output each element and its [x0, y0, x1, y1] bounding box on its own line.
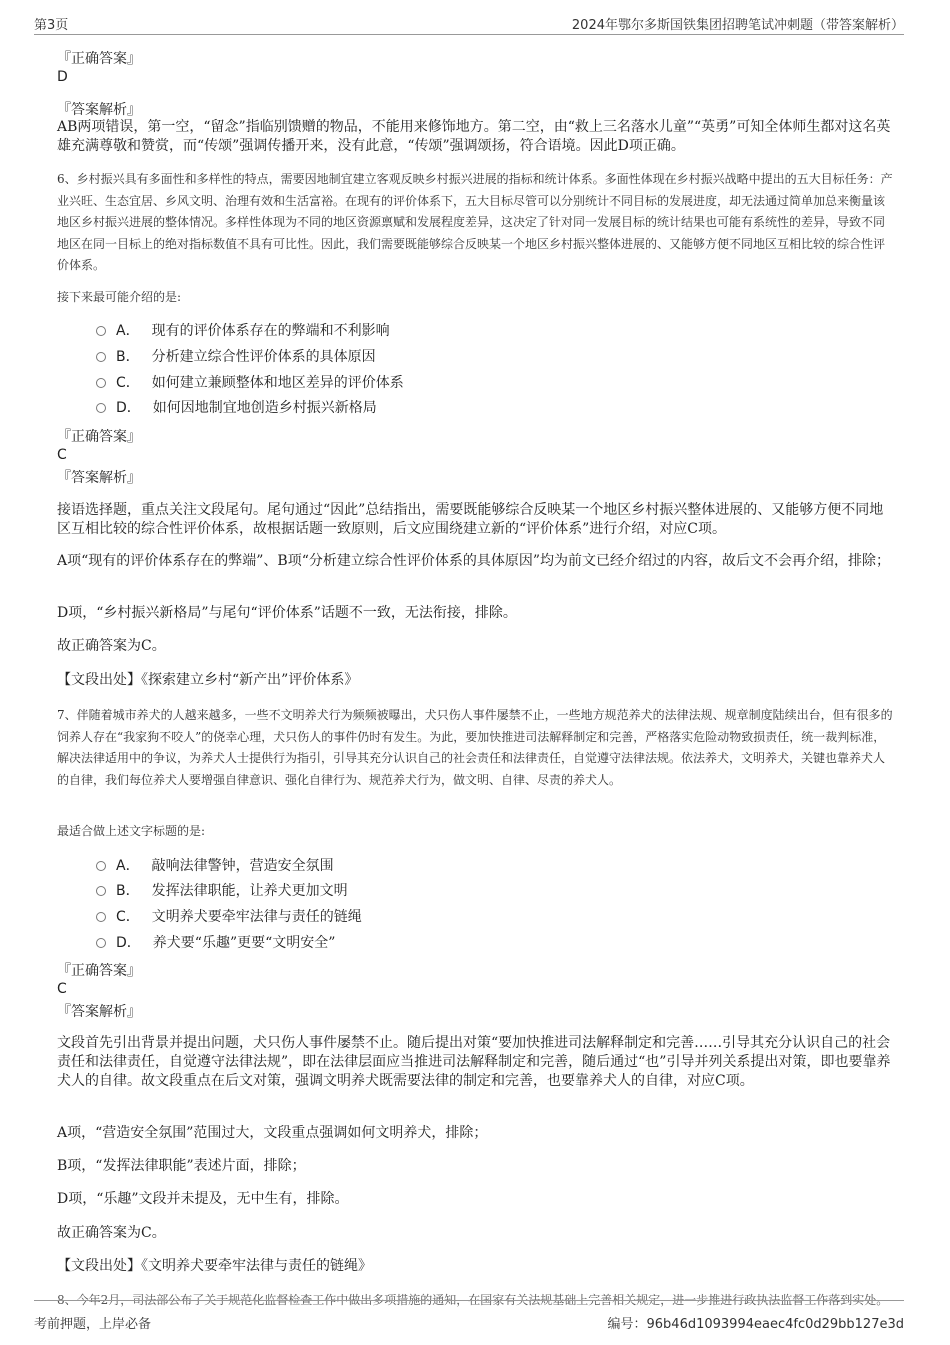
q7-explain-para-4: D项，“乐趣”文段并未提及，无中生有，排除。 [57, 1191, 349, 1207]
q6-stem: 接下来最可能介绍的是: [57, 290, 182, 304]
q6-answer-label: 『正确答案』 [57, 429, 141, 445]
radio-icon[interactable] [96, 378, 106, 388]
q7-explain-para-2: A项，“营造安全氛围”范围过大，文段重点强调如何文明养犬，排除； [57, 1125, 488, 1141]
q6-answer: C [57, 447, 67, 463]
q6-explain-para-1: 接语选择题，重点关注文段尾句。尾句通过“因此”总结指出，需要既能够综合反映某一个地区乡村振兴整体进展的、又能够方便不同地区互相比较的综合性评价体系，故根据话题一致原则，后文应围绕建立新的“评价体系”进行介绍，对应C项。 [57, 502, 884, 537]
q7-stem: 最适合做上述文字标题的是: [57, 824, 206, 838]
q7-option-c[interactable]: C． 文明养犬要牵牢法律与责任的链绳 [96, 908, 362, 926]
code-value: 96b46d1093994eaec4fc0d29bb127e3d [646, 1317, 904, 1332]
document-title: 2024年鄂尔多斯国铁集团招聘笔试冲刺题（带答案解析） [571, 18, 904, 33]
radio-icon[interactable] [96, 352, 106, 362]
radio-icon[interactable] [96, 938, 106, 948]
q6-explain-label: 『答案解析』 [57, 470, 141, 486]
q6-explain-para-3: D项，“乡村振兴新格局”与尾句“评价体系”话题不一致，无法衔接，排除。 [57, 605, 517, 621]
q5-answer: D [57, 69, 68, 85]
q7-answer-label: 『正确答案』 [57, 963, 141, 979]
page-number: 第3页 [34, 18, 69, 33]
q8-partial-passage: 8、今年2月，司法部公布了关于规范化监督检查工作中做出多项措施的通知，在国家有关法规基础上完善相关规定，进一步推进行政执法监督工作落到实处。 [57, 1293, 889, 1307]
page-footer [34, 1300, 904, 1331]
document-code [607, 1313, 904, 1332]
footer-slogan: 考前押题，上岸必备 [34, 1317, 152, 1332]
radio-icon[interactable] [96, 403, 106, 413]
q5-explain-label: 『答案解析』 [57, 102, 141, 118]
q6-option-b[interactable]: B． 分析建立综合性评价体系的具体原因 [96, 348, 376, 366]
q6-option-c[interactable]: C． 如何建立兼顾整体和地区差异的评价体系 [96, 374, 404, 392]
radio-icon[interactable] [96, 886, 106, 896]
q6-option-d[interactable]: D． 如何因地制宜地创造乡村振兴新格局 [96, 399, 377, 417]
q7-explain-para-1: 文段首先引出背景并提出问题，犬只伤人事件屡禁不止。随后提出对策“要加快推进司法解释制定和完善……引导其充分认识自己的社会责任和法律责任，自觉遵守法律法规”，即在法律层面应当推进司法解释制定和完善，随后通过“也”引导并列关系提出对策，即也要靠养犬人的自律。故文段重点在后文对策，强调文明养犬既需要法律的制定和完善，也要靠养犬人的自律，对应C项。 [57, 1035, 891, 1089]
q7-option-d[interactable]: D． 养犬要“乐趣”更要“文明安全” [96, 934, 335, 952]
q7-explain-para-5: 故正确答案为C。 [57, 1225, 166, 1241]
q7-answer: C [57, 981, 67, 997]
q6-option-a[interactable]: A． 现有的评价体系存在的弊端和不利影响 [96, 322, 390, 340]
q6-source: 【文段出处】《探索建立乡村“新产出”评价体系》 [57, 672, 359, 688]
q5-answer-label: 『正确答案』 [57, 51, 141, 67]
q7-source: 【文段出处】《文明养犬要牵牢法律与责任的链绳》 [57, 1258, 372, 1274]
q7-explain-label: 『答案解析』 [57, 1004, 141, 1020]
radio-icon[interactable] [96, 326, 106, 336]
q7-passage: 7、伴随着城市养犬的人越来越多，一些不文明养犬行为频频被曝出，犬只伤人事件屡禁不止，一些地方规范养犬的法律法规、规章制度陆续出台，但有很多的饲养人存在“我家狗不咬人”的侥幸心理，犬只伤人的事件仍时有发生。为此，要加快推进司法解释制定和完善，严格落实危险动物致损责任，统一裁判标准，解决法律适用中的争议，为养犬人士提供行为指引，引导其充分认识自己的社会责任和法律责任，自觉遵守法律法规。依法养犬，文明养犬，关键也靠养犬人的自律，我们每位养犬人要增强自律意识、强化自律行为、规范养犬行为，做文明、自律、尽责的养犬人。 [57, 708, 893, 787]
code-label: 编号： [607, 1317, 647, 1332]
q7-option-b[interactable]: B． 发挥法律职能，让养犬更加文明 [96, 882, 348, 900]
q7-explain-para-3: B项，“发挥法律职能”表述片面，排除； [57, 1158, 306, 1174]
q6-explain-para-2: A项“现有的评价体系存在的弊端”、B项“分析建立综合性评价体系的具体原因”均为前文已经介绍过的内容，故后文不会再介绍，排除； [57, 553, 891, 569]
q6-passage: 6、乡村振兴具有多面性和多样性的特点，需要因地制宜建立客观反映乡村振兴进展的指标和统计体系。多面性体现在乡村振兴战略中提出的五大目标任务：产业兴旺、生态宜居、乡风文明、治理有效和生活富裕。在现有的评价体系下，五大目标尽管可以分别统计不同目标的发展进度，却无法通过简单加总来衡量该地区乡村振兴进展的整体情况。多样性体现为不同的地区资源禀赋和发展程度差异，这决定了针对同一发展目标的统计结果也可能有系统性的差异，导致不同地区在同一目标上的绝对指标数值不具有可比性。因此，我们需要既能够综合反映某一个地区乡村振兴整体进展的、又能够方便不同地区互相比较的综合性评价体系。 [57, 172, 893, 272]
radio-icon[interactable] [96, 912, 106, 922]
q7-option-a[interactable]: A． 敲响法律警钟，营造安全氛围 [96, 857, 334, 875]
radio-icon[interactable] [96, 861, 106, 871]
q6-explain-para-4: 故正确答案为C。 [57, 638, 166, 654]
q5-explanation: AB两项错误，第一空，“留念”指临别馈赠的物品，不能用来修饰地方。第二空，由“救上三名落水儿童”“英勇”可知全体师生都对这名英雄充满尊敬和赞赏，而“传颂”强调传播开来，没有此意，“传颂”强调颂扬，符合语境。因此D项正确。 [57, 119, 891, 154]
